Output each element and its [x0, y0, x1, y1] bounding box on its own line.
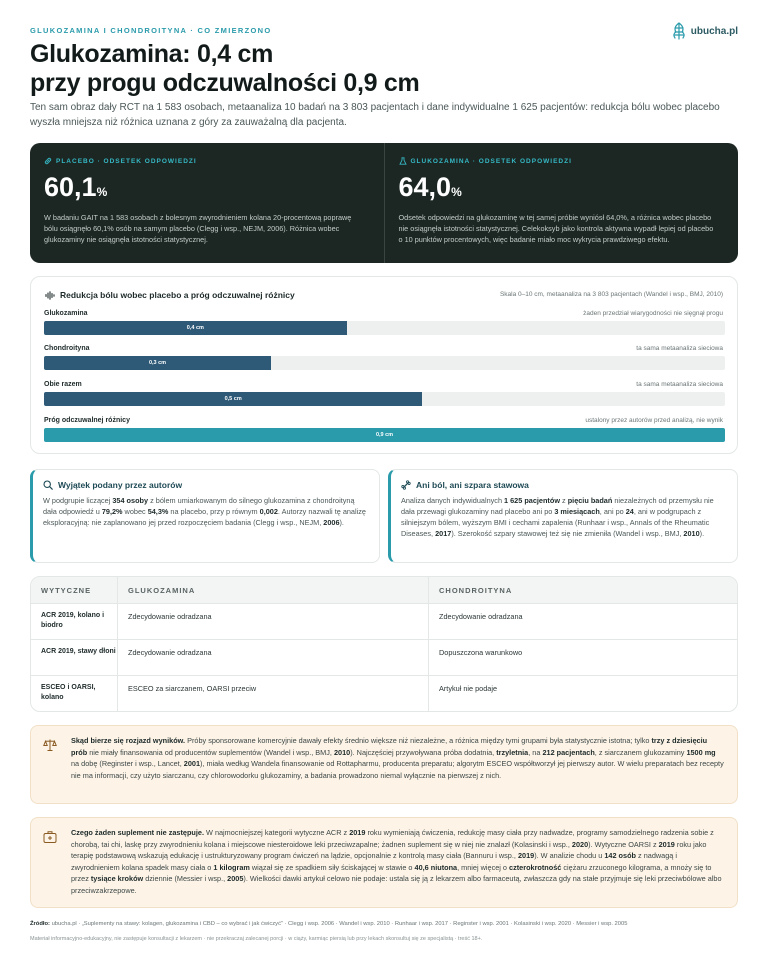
bar-track: [44, 321, 725, 335]
guidelines-table: [30, 576, 738, 712]
stat-placebo-text: W badaniu GAIT na 1 583 osobach z bolesnym zwyrodnieniem kolana 20-procentową poprawę bólu osiągnęło 60,1% osób na samym placebo (Clegg i wsp., NEJM, 2006). Różnica wobec glukozaminy nie osiągnęła istotności statystycznej.: [44, 213, 352, 244]
card-exception: [30, 469, 380, 563]
table-cell-guideline: ACR 2019, stawy dłoni: [41, 648, 116, 655]
card-pain-joint-body: Analiza danych indywidualnych 1 625 pacjentów z pięciu badań niezależnych od przemysłu nie dała przewagi glukozaminy nad placebo ani po 3 miesiącach, ani po 24, ani w podgrupach z silniejszym bólem, wyższym BMI i cechami zapalenia (Runhaar i wsp., Annals of the Rheumatic Diseases, 2017). Szerokość szpary stawowej też się nie zmieniła (Wandel i wsp., BMJ, 2010).: [401, 496, 714, 538]
bar-chart: [30, 276, 738, 454]
bone-icon: [401, 480, 411, 490]
bar-value-label: 0,9 cm: [375, 432, 394, 438]
audio-bars-icon: [45, 291, 55, 300]
bar-value-label: 0,3 cm: [148, 360, 167, 366]
first-aid-icon: [43, 830, 57, 844]
stat-glucosamine-value: 64,0%: [398, 172, 462, 202]
brand-logo[interactable]: [671, 22, 738, 40]
table-divider: [117, 577, 118, 711]
bar: [44, 428, 725, 442]
search-icon: [43, 480, 53, 490]
bar-note: ta sama metaanaliza sieciowa: [636, 345, 723, 352]
chart-title: Redukcja bólu wobec placebo a próg odczuwalnej różnicy: [45, 290, 295, 300]
stat-placebo: [30, 143, 384, 263]
card-exception-title: Wyjątek podany przez autorów: [43, 480, 369, 490]
table-cell-glucosamine: ESCEO za siarczanem, OARSI przeciw: [128, 684, 257, 693]
title-line-2: przy progu odczuwalności 0,9 cm: [30, 69, 420, 97]
bar: [44, 392, 422, 406]
flask-icon: [399, 157, 407, 165]
bar-category-label: Chondroityna: [44, 345, 90, 352]
table-divider: [428, 577, 429, 711]
table-cell-guideline: ACR 2019, kolano i biodro: [41, 612, 105, 629]
card-pain-joint-title: Ani ból, ani szpara stawowa: [401, 480, 727, 490]
bar-note: ta sama metaanaliza sieciowa: [636, 381, 723, 388]
bar-note: żaden przedział wiarygodności nie sięgnął progu: [583, 310, 723, 317]
note-no-replacement-body: Czego żaden suplement nie zastępuje. W najmocniejszej kategorii wytyczne ACR z 2019 roku wymieniają ćwiczenia, redukcję masy ciała przy nadwadze, programy samodzielnego radzenia sobie z chorobą, tai chi, laskę przy zwyrodnieniu kolana i miejscowe niesteroidowe leki przeciwzapalne; żadnen suplement się w niej nie znalazł (Kolasinski i wsp., 2020). Wytyczne OARSI z 2019 roku jako terapię podstawową wskazują edukację i ustrukturyzowany program ćwiczeń na lądzie, opcjonalnie z kontrolą masy ciała (Bannuru i wsp., 2019). W analizie chodu u 142 osób z nadwagą i zwyrodnieniem kolana spadek masy ciała o 1 kilogram wiązał się ze spadkiem siły ściskającej w stawie o 40,6 niutona, mniej więcej o czterokrotność ciężaru zrzuconego kilograma, a mnoży się to przez tysiące kroków dziennie (Messier i wsp., 2005). Wielkości dawki artykuł celowo nie podaje: ustala się ją z lekarzem albo farmaceutą, zwłaszcza gdy na stałe przyjmuje się leki przeciwbólowe albo przeciwzakrzepowe.: [71, 828, 722, 895]
bar-track: [44, 428, 725, 442]
leaf-logo-icon: [671, 22, 687, 40]
stats-panel: [30, 143, 738, 263]
kicker: GLUKOZAMINA I CHONDROITYNA · CO ZMIERZONO: [30, 26, 272, 35]
stat-glucosamine-label: GLUKOZAMINA · ODSETEK ODPOWIEDZI: [399, 157, 725, 165]
table-cell-glucosamine: Zdecydowanie odradzana: [128, 648, 212, 657]
stat-placebo-value: 60,1%: [44, 172, 108, 202]
note-discrepancy-body: Skąd bierze się rozjazd wyników. Próby sponsorowane komercyjnie dawały efekty średnio większe niż niezależne, a różnica między tymi grupami była statystycznie istotna; tylko trzy z dziesięciu prób nie miały finansowania od producentów suplementów (Wandel i wsp., BMJ, 2010). Najczęściej przywoływana próba dodatnia, trzyletnia, na 212 pacjentach, z siarczanem glukozaminy 1500 mg na dobę (Reginster i wsp., Lancet, 2001), miała według Wandela finansowanie od Rottapharmu, producenta preparatu; algorytm ESCEO współtworzył jej pierwszy autor. W wielu preparatach bez recepty nie ma informacji, czy użyto siarczanu, czy chlorowodorku glukozaminy, a badania prowadzono niemal wyłącznie na pierwszej z nich.: [71, 736, 724, 780]
stat-glucosamine: [384, 143, 739, 263]
table-divider: [31, 639, 737, 640]
disclaimer: Materiał informacyjno-edukacyjny, nie zastępuje konsultacji z lekarzem · nie przekraczaj zalecanej porcji · w ciąży, karmiąc piersią lub przy lekach skonsultuj się ze specjalistą · treść 18+.: [30, 936, 483, 942]
table-cell-chondroitin: Artykuł nie podaje: [439, 684, 498, 693]
bar: [44, 321, 347, 335]
bar: [44, 356, 271, 370]
table-cell-chondroitin: Zdecydowanie odradzana: [439, 612, 523, 621]
table-cell-glucosamine: Zdecydowanie odradzana: [128, 612, 212, 621]
source-line: Źródło: ubucha.pl · „Suplementy na stawy: kolagen, glukozamina i CBD – co wybrać i jak ćwiczyć” · Clegg i wsp. 2006 · Wandel i wsp. 2010 · Runhaar i wsp. 2017 · Reginster i wsp. 2001 · Kolasinski i wsp. 2020 · Messier i wsp. 2005: [30, 921, 628, 927]
table-header-guidelines: WYTYCZNE: [41, 585, 92, 595]
table-divider: [31, 675, 737, 676]
table-cell-guideline: ESCEO i OARSI, kolano: [41, 684, 96, 701]
scales-icon: [43, 738, 57, 752]
bar-category-label: Próg odczuwalnej różnicy: [44, 417, 130, 424]
pill-icon: [44, 157, 52, 165]
table-header-glucosamine: GLUKOZAMINA: [128, 585, 196, 595]
note-no-replacement: [30, 817, 738, 908]
bar-value-label: 0,5 cm: [224, 396, 242, 402]
table-cell-chondroitin: Dopuszczona warunkowo: [439, 648, 523, 657]
bar-track: [44, 356, 725, 370]
bar-note: ustalony przez autorów przed analizą, nie wynik: [585, 417, 723, 424]
chart-scale-note: Skala 0–10 cm, metaanaliza na 3 803 pacjentach (Wandel i wsp., BMJ, 2010): [499, 291, 723, 298]
bar-category-label: Obie razem: [44, 381, 82, 388]
brand-name: ubucha.pl: [690, 25, 738, 37]
note-discrepancy: [30, 725, 738, 804]
lede: Ten sam obraz dały RCT na 1 583 osobach, metaanaliza 10 badań na 3 803 pacjentach i dane indywidualne 1 625 pacjentów: redukcja bólu wobec placebo wyszła mniejsza niż różnica uznana z góry za zauważalną dla pacjenta.: [30, 102, 720, 128]
card-pain-joint: [388, 469, 738, 563]
title-line-1: Glukozamina: 0,4 cm: [30, 40, 273, 68]
card-exception-body: W podgrupie liczącej 354 osoby z bólem umiarkowanym do silnego glukozamina z chondroityną dała odpowiedź u 79,2% wobec 54,3% na placebo, przy p równym 0,002. Autorzy nazwali tę analizę eksploracyjną: nie zaplanowano jej przed rozpoczęciem badania (Clegg i wsp., NEJM, 2006).: [43, 496, 366, 527]
stat-glucosamine-text: Odsetek odpowiedzi na glukozaminę w tej samej próbie wyniósł 64,0%, a różnica wobec placebo nie osiągnęła istotności statystycznej. Celekoksyb jako kontrola aktywna wypadł lepiej od placebo o 10 punktów procentowych, więc badanie miało moc wykrycia prawdziwego efektu.: [398, 213, 714, 244]
table-header-chondroitin: CHONDROITYNA: [439, 585, 513, 595]
stat-placebo-label: PLACEBO · ODSETEK ODPOWIEDZI: [44, 157, 370, 165]
bar-category-label: Glukozamina: [44, 310, 88, 317]
bar-track: [44, 392, 725, 406]
bar-value-label: 0,4 cm: [186, 325, 204, 331]
page-title: [30, 40, 419, 98]
table-divider: [31, 603, 737, 604]
